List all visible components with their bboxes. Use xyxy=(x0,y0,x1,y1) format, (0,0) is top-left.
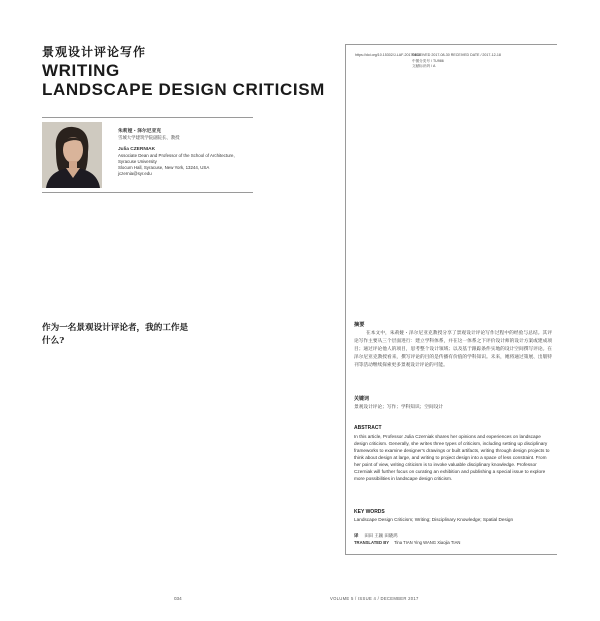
classification-code: 中图分类号 / TU986 xyxy=(412,58,444,63)
abstract-en-heading: ABSTRACT xyxy=(354,425,382,431)
translators-cn-names: 田田 王颖 田晓鸿 xyxy=(364,533,398,538)
title-en-line1: WRITING xyxy=(42,61,120,80)
question-cn: 作为一名景观设计评论者，我的工作是什么? xyxy=(42,323,189,346)
author-name-cn: 朱莉娅・泽尔尼亚克 xyxy=(118,129,162,134)
translators-cn xyxy=(354,533,398,539)
translators-cn-label: 译 xyxy=(354,533,359,538)
author-affiliation-cn: 雪城大学建筑学院副院长、教授 xyxy=(118,135,180,140)
author-university: Syracuse University xyxy=(118,159,157,164)
abstract-cn-body: 在本文中，朱莉娅・泽尔尼亚克教授分享了景观设计评论写作过程中的经验与总结。其评论写作主要从三个层面进行：建立学科体系，并在这一体系之下评价设计师的设计方案或建成项目；通过评论他人的项目，思考整个设计领域；以及基于跟踪条件实地的设计空间撰写评论。在泽尔尼亚克教授看来，撰写评论的目的是传播有价值的学科知识。未来，她将通过策展、出版特刊等活动继续探索更多景观设计评论的可能。 xyxy=(354,330,552,368)
abstract-cn-heading: 摘要 xyxy=(354,322,365,328)
author-title-en: Associate Dean and Professor of the School of Architecture, xyxy=(118,153,235,158)
title-en xyxy=(42,61,325,99)
author-info xyxy=(118,129,268,177)
title-en-line2: LANDSCAPE DESIGN CRITICISM xyxy=(42,80,325,99)
abstract-en-body: In this article, Professor Julia Czerniak shares her opinions and experiences on landscape design criticism. Generally, she writes three types of criticism, including setting up disciplinary frameworks to examine designer's drawings or built artifacts, writing through design projects to think about design at large, and writing to project design into a space of less constraint. From her point of view, writing criticism is to invoke valuable disciplinary knowledge. Professor Czerniak will further focus on curating an exhibition and publishing a special issue to explore more possibilities in landscape design criticism. xyxy=(354,434,550,481)
translators-en xyxy=(354,540,460,545)
page-number: 034 xyxy=(174,596,182,601)
divider-top xyxy=(42,117,253,118)
translators-en-names: Tina TIAN Ying WANG Xiaojia TIAN xyxy=(394,540,461,545)
portrait-illustration xyxy=(42,122,102,188)
author-email[interactable]: jczernia@syr.edu xyxy=(118,171,152,176)
keywords-en-heading: KEY WORDS xyxy=(354,509,385,515)
document-code: 文献标识码 / A xyxy=(412,64,436,68)
divider-author xyxy=(42,192,253,193)
keywords-cn-heading: 关键词 xyxy=(354,396,370,402)
keywords-en: Landscape Design Criticism; Writing; Disciplinary Knowledge; Spatial Design xyxy=(354,517,514,522)
doi-link[interactable]: https://doi.org/10.15302/J-LAF-20170404 xyxy=(355,53,421,57)
keywords-cn: 景观设计评论；写作；学科知识；空间设计 xyxy=(354,404,444,409)
article-meta xyxy=(412,53,501,70)
received-date: RECEIVED 2017-08-30 RECEIVED DATE / 2017-12-18 xyxy=(412,53,501,57)
issue-info: VOLUME 5 / ISSUE 4 / DECEMBER 2017 xyxy=(330,596,419,601)
author-address: Slocum Hall, Syracuse, New York, 13244, USA xyxy=(118,165,210,170)
translators-en-label: TRANSLATED BY xyxy=(354,540,390,545)
title-cn: 景观设计评论写作 xyxy=(42,45,147,59)
author-photo xyxy=(42,122,102,188)
author-name-en: Julia CZERNIAK xyxy=(118,147,156,152)
